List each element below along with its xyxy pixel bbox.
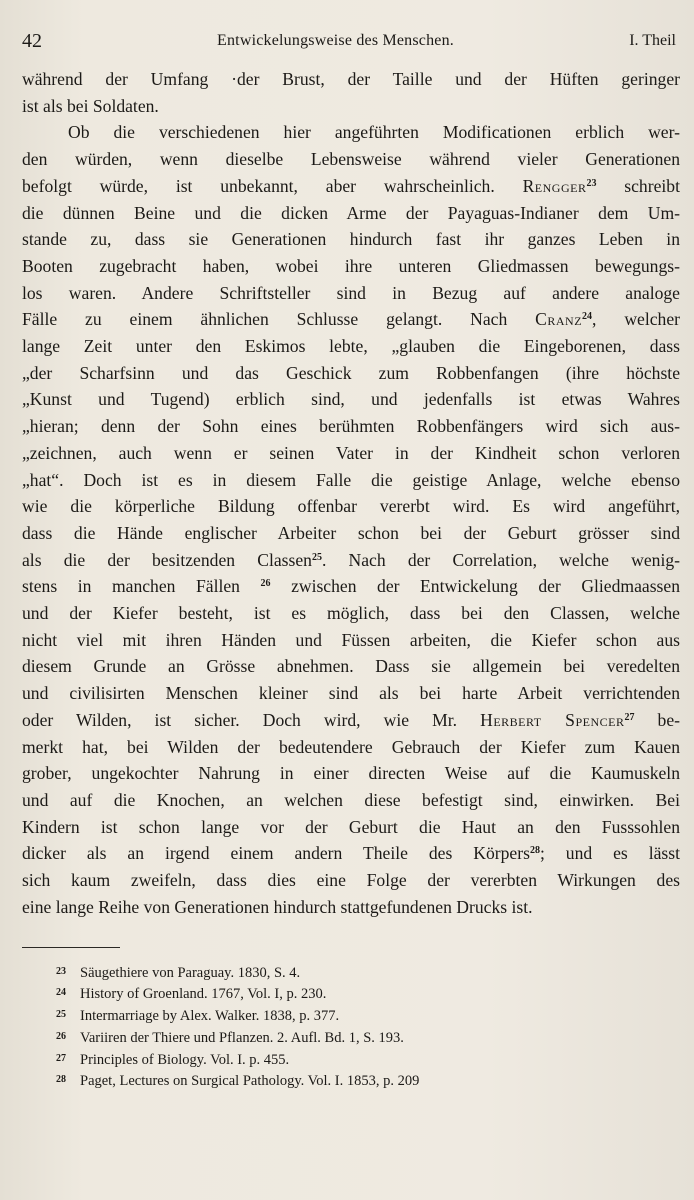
text-line xyxy=(22,573,680,600)
author-name: Rengger xyxy=(522,175,587,196)
footnote-divider xyxy=(22,947,120,948)
text-line: los waren. Andere Schriftsteller sind in Bezug auf andere analoge xyxy=(22,282,680,303)
text-segment: be- xyxy=(657,709,681,730)
running-title: Entwickelungsweise des Menschen. xyxy=(217,32,455,49)
text-line: Booten zugebracht haben, wobei ihre unteren Gliedmassen bewegungs- xyxy=(22,255,680,276)
text-line: eine lange Reihe von Generationen hindurch stattgefundenen Drucks ist. xyxy=(22,896,533,917)
text-line: dass die Hände englischer Arbeiter schon bei der Geburt grösser sind xyxy=(22,522,680,543)
text-segment: befolgt würde, ist unbekannt, aber wahrscheinlich. xyxy=(22,175,495,196)
text-line xyxy=(22,840,680,867)
text-line: „hieran; denn der Sohn eines berühmten Robbenfängers wird sich aus- xyxy=(22,416,680,437)
footnote-ref: 27 xyxy=(624,711,635,723)
text-line: „zeichnen, auch wenn er seinen Vater in der Kindheit schon verloren xyxy=(22,442,680,463)
text-line: „der Scharfsinn und das Geschick zum Robbenfangen (ihre höchste xyxy=(22,362,680,383)
footnote-ref: 26 xyxy=(260,578,271,590)
text-segment: ; und es lässt xyxy=(539,843,680,864)
footnote-ref: 23 xyxy=(586,177,597,189)
footnote-mark: 24 xyxy=(56,987,66,999)
footnote-text: Paget, Lectures on Surgical Pathology. Vol. I. 1853, p. 209 xyxy=(80,1073,420,1090)
footnote xyxy=(56,1005,680,1027)
text-line xyxy=(22,173,680,200)
text-line: ist als bei Soldaten. xyxy=(22,95,159,116)
footnote-mark: 28 xyxy=(56,1074,66,1086)
footnote xyxy=(56,1070,680,1092)
text-line: stande zu, dass sie Generationen hindurch fast ihr ganzes Leben in xyxy=(22,229,680,250)
text-line: während der Umfang ·der Brust, der Taille und der Hüften geringer xyxy=(22,69,680,89)
footnotes xyxy=(22,962,680,1093)
text-line xyxy=(22,707,680,734)
footnote-text: History of Groenland. 1767, Vol. I, p. 230. xyxy=(80,986,327,1003)
footnote-mark: 26 xyxy=(56,1030,66,1042)
text-line: Kindern ist schon lange vor der Geburt die Haut an den Fusssohlen xyxy=(22,816,680,837)
text-line: „hat“. Doch ist es in diesem Falle die geistige Anlage, welche ebenso xyxy=(22,469,680,490)
text-segment: dicker als an irgend einem andern Theile des Körpers xyxy=(22,843,530,864)
text-line xyxy=(22,547,680,574)
text-line: merkt hat, bei Wilden der bedeutendere Gebrauch der Kiefer zum Kauen xyxy=(22,736,680,757)
page-header xyxy=(22,22,680,66)
text-segment: schreibt xyxy=(624,175,680,196)
part-label: I. Theil xyxy=(629,32,676,49)
text-segment: zwischen der Entwickelung der Gliedmaassen xyxy=(291,576,681,597)
footnote-ref: 24 xyxy=(582,311,593,323)
text-line: lange Zeit unter den Eskimos lebte, „glauben die Eingeborenen, dass xyxy=(22,336,680,357)
text-line: grober, ungekochter Nahrung in einer directen Weise auf die Kaumuskeln xyxy=(22,763,680,784)
text-segment: oder Wilden, ist sicher. Doch wird, wie Mr. xyxy=(22,709,458,730)
text-segment: . Nach der Correlation, welche wenig- xyxy=(321,549,680,570)
footnote-text: Säugethiere von Paraguay. 1830, S. 4. xyxy=(80,964,301,981)
footnote-ref: 28 xyxy=(529,845,540,857)
footnote-mark: 25 xyxy=(56,1009,66,1021)
footnote-mark: 23 xyxy=(56,965,66,977)
author-name: Cranz xyxy=(535,309,583,330)
text-segment: Fälle zu einem ähnlichen Schlusse gelangt. Nach xyxy=(22,309,508,330)
text-line: und civilisirten Menschen kleiner sind als bei harte Arbeit verrichtenden xyxy=(22,683,680,704)
main-text xyxy=(22,66,680,921)
page-number: 42 xyxy=(22,30,42,52)
footnote xyxy=(56,1027,680,1049)
text-line: sich kaum zweifeln, dass dies eine Folge der vererbten Wirkungen des xyxy=(22,870,680,891)
footnote xyxy=(56,962,680,984)
footnote-text: Variiren der Thiere und Pflanzen. 2. Aufl. Bd. 1, S. 193. xyxy=(80,1029,404,1046)
text-line: diesem Grunde an Grösse abnehmen. Dass sie allgemein bei veredelten xyxy=(22,656,680,677)
footnote-ref: 25 xyxy=(311,551,322,563)
footnote xyxy=(56,1049,680,1071)
text-line: „Kunst und Tugend) erblich sind, und jedenfalls ist etwas Wahres xyxy=(22,389,680,410)
text-line xyxy=(22,306,680,333)
text-segment: als die der besitzenden Classen xyxy=(22,549,312,570)
text-line: und auf die Knochen, an welchen diese befestigt sind, einwirken. Bei xyxy=(22,789,680,810)
footnote-text: Intermarriage by Alex. Walker. 1838, p. 377. xyxy=(80,1008,340,1025)
text-line: wie die körperliche Bildung offenbar vererbt wird. Es wird angeführt, xyxy=(22,496,680,517)
text-line: und der Kiefer besteht, ist es möglich, dass bei den Classen, welche xyxy=(22,603,680,624)
text-segment: , welcher xyxy=(592,309,680,330)
text-line: die dünnen Beine und die dicken Arme der Payaguas-Indianer dem Um- xyxy=(22,202,680,223)
text-line: Ob die verschiedenen hier angeführten Modificationen erblich wer- xyxy=(68,122,680,143)
footnote-text: Principles of Biology. Vol. I. p. 455. xyxy=(80,1051,290,1068)
footnote xyxy=(56,983,680,1005)
author-name: Herbert Spencer xyxy=(480,709,625,730)
text-line: den würden, wenn dieselbe Lebensweise während vieler Generationen xyxy=(22,149,680,170)
footnote-mark: 27 xyxy=(56,1052,66,1064)
text-segment: stens in manchen Fällen xyxy=(22,576,240,597)
text-line: nicht viel mit ihren Händen und Füssen arbeiten, die Kiefer schon aus xyxy=(22,629,680,650)
